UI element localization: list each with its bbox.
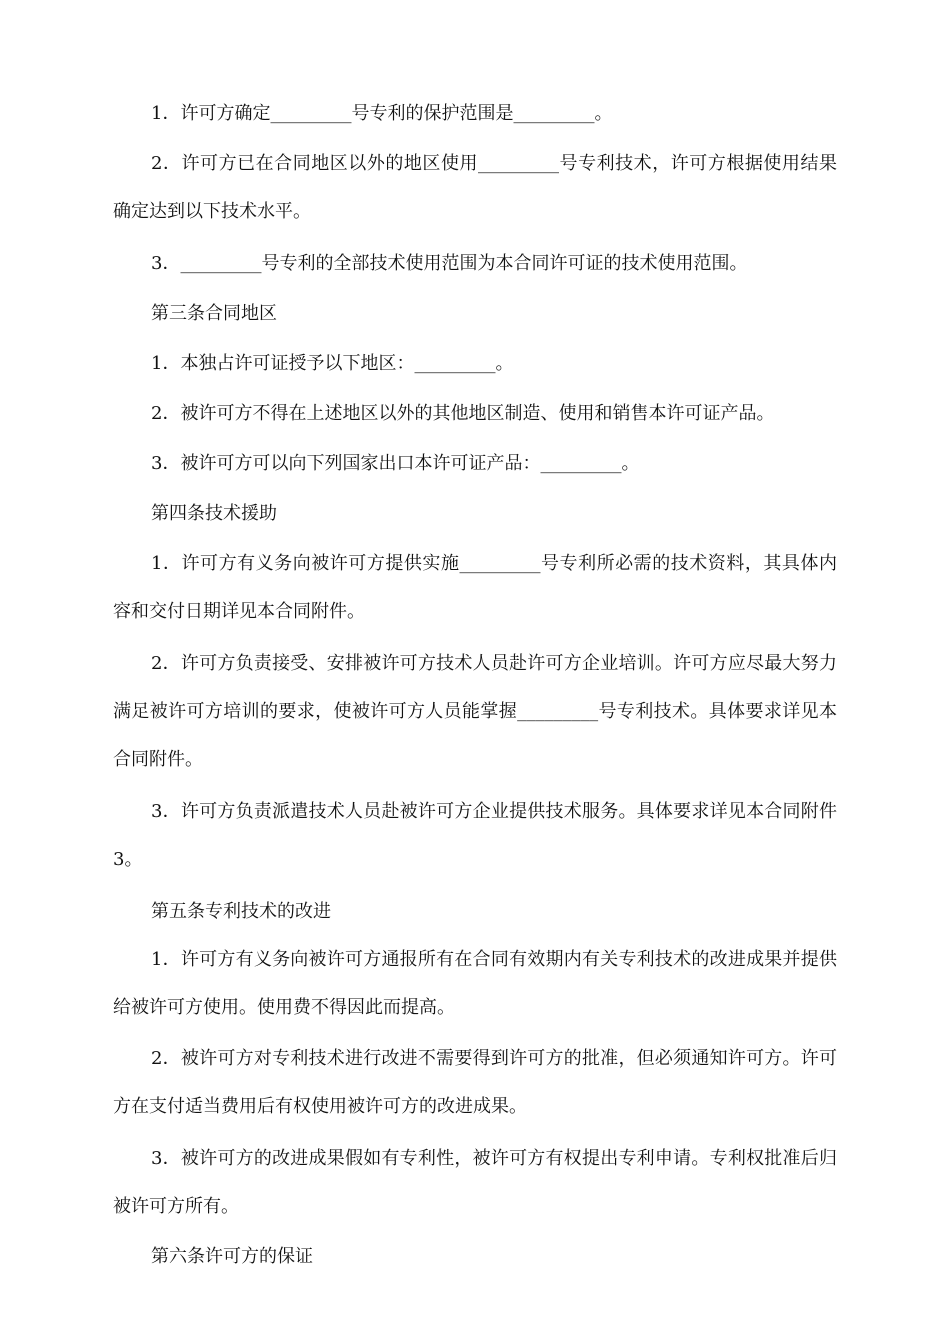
clause-2-item-3: 3．_________号专利的全部技术使用范围为本合同许可证的技术使用范围。: [151, 253, 748, 274]
clause-3-item-3: 3．被许可方可以向下列国家出口本许可证产品：_________。: [151, 453, 640, 474]
clause-2-item-2: 2．许可方已在合同地区以外的地区使用_________号专利技术，许可方根据使用结果确定达到以下技术水平。: [113, 153, 837, 222]
clause-5-item-1: 1．许可方有义务向被许可方通报所有在合同有效期内有关专利技术的改进成果并提供给被许可方使用。使用费不得因此而提高。: [113, 949, 837, 1018]
clause-4-heading: 第四条技术援助: [151, 503, 277, 524]
clause-4-item-2: 2．许可方负责接受、安排被许可方技术人员赴许可方企业培训。许可方应尽最大努力满足被许可方培训的要求，使被许可方人员能掌握_________号专利技术。具体要求详见本合同附件。: [113, 653, 837, 770]
clause-4-item-3: 3．许可方负责派遣技术人员赴被许可方企业提供技术服务。具体要求详见本合同附件3。: [113, 801, 837, 870]
clause-3-item-2: 2．被许可方不得在上述地区以外的其他地区制造、使用和销售本许可证产品。: [151, 403, 775, 424]
clause-3-heading: 第三条合同地区: [151, 303, 277, 324]
clause-5-heading: 第五条专利技术的改进: [151, 901, 331, 922]
clause-5-item-3: 3．被许可方的改进成果假如有专利性，被许可方有权提出专利申请。专利权批准后归被许可方所有。: [113, 1148, 837, 1217]
clause-5-item-2: 2．被许可方对专利技术进行改进不需要得到许可方的批准，但必须通知许可方。许可方在支付适当费用后有权使用被许可方的改进成果。: [113, 1048, 837, 1117]
clause-3-item-1: 1．本独占许可证授予以下地区：_________。: [151, 353, 514, 374]
clause-2-item-1: 1．许可方确定_________号专利的保护范围是_________。: [151, 103, 613, 124]
clause-6-heading: 第六条许可方的保证: [151, 1246, 313, 1267]
clause-4-item-1: 1．许可方有义务向被许可方提供实施_________号专利所必需的技术资料，其具体内容和交付日期详见本合同附件。: [113, 553, 837, 622]
